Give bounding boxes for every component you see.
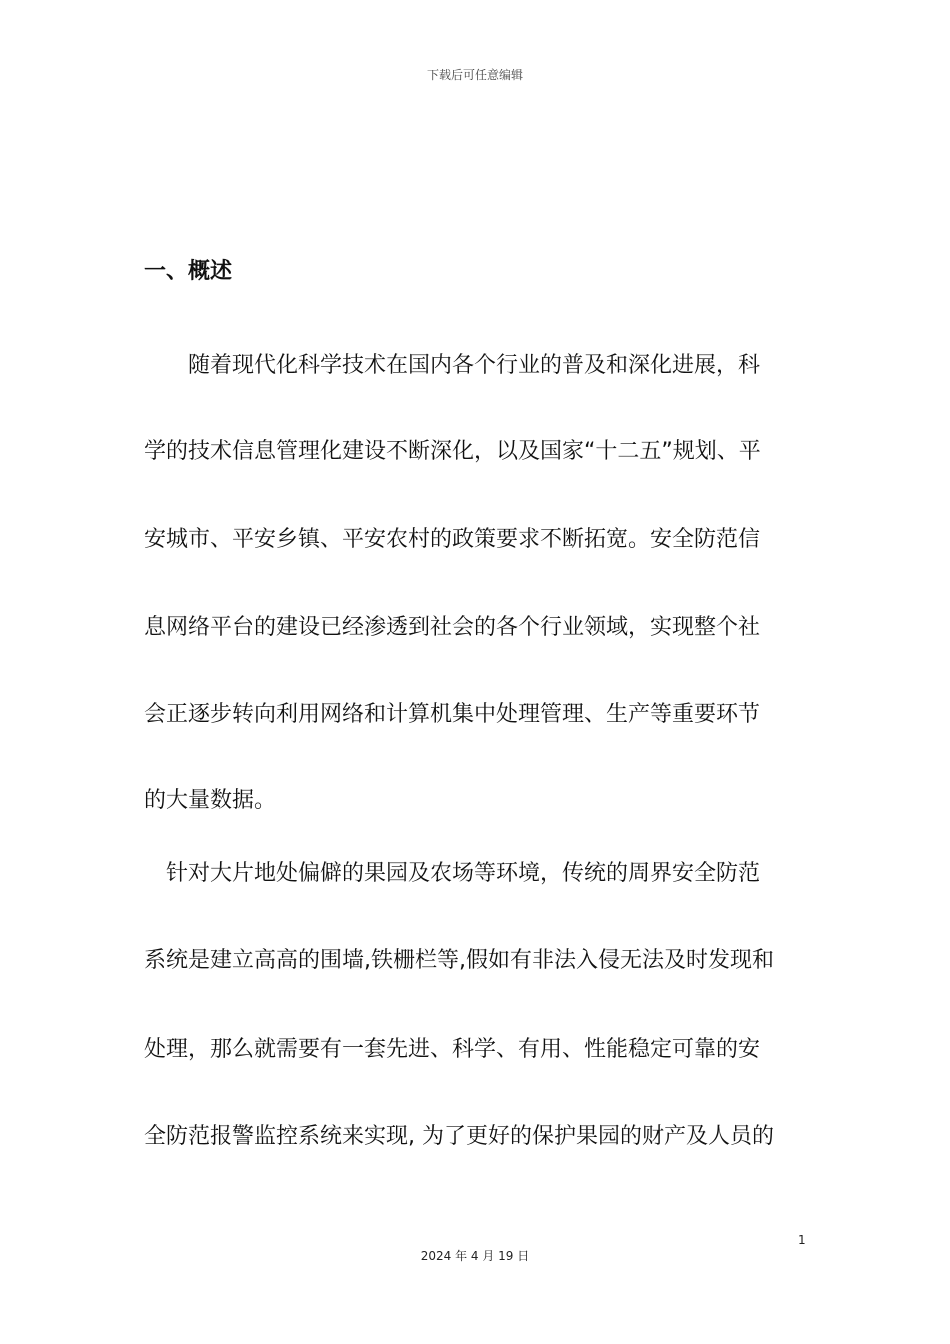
footer-date: 2024 年 4 月 19 日	[420, 1249, 530, 1263]
paragraph-line: 息网络平台的建设已经渗透到社会的各个行业领域，实现整个社	[144, 615, 761, 640]
paragraph-line: 针对大片地处偏僻的果园及农场等环境，传统的周界安全防范	[144, 861, 761, 886]
paragraph-line: 的大量数据。	[144, 788, 277, 813]
paragraph-line: 系统是建立高高的围墙,铁栅栏等,假如有非法入侵无法及时发现和	[144, 948, 774, 973]
page-number: 1	[798, 1233, 806, 1247]
header-note: 下载后可任意编辑	[426, 68, 523, 82]
paragraph-line: 安城市、平安乡镇、平安农村的政策要求不断拓宽。安全防范信	[144, 527, 761, 552]
paragraph-line: 全防范报警监控系统来实现, 为了更好的保护果园的财产及人员的	[144, 1124, 774, 1149]
paragraph-line: 会正逐步转向利用网络和计算机集中处理管理、生产等重要环节	[144, 702, 761, 727]
section-heading: 一、概述	[144, 259, 233, 284]
paragraph-line: 处理，那么就需要有一套先进、科学、有用、性能稳定可靠的安	[144, 1037, 761, 1062]
paragraph-line: 学的技术信息管理化建设不断深化，以及国家“十二五”规划、平	[144, 439, 761, 464]
paragraph-line: 随着现代化科学技术在国内各个行业的普及和深化进展，科	[144, 353, 761, 378]
